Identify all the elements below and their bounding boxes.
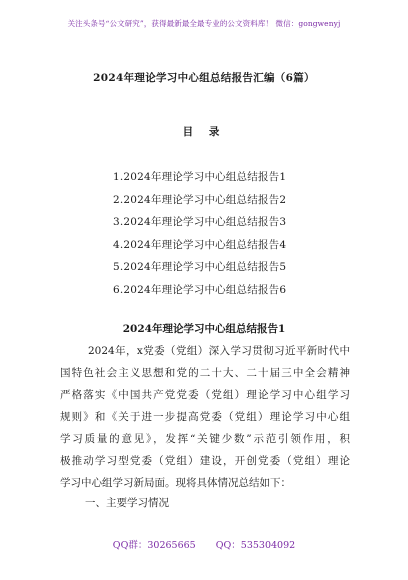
subheading: 一、主要学习情况	[85, 497, 169, 509]
section-title: 2024年理论学习中心组总结报告1	[122, 323, 286, 335]
body-paragraph	[60, 340, 350, 494]
toc-item[interactable]: 2.2024年理论学习中心组总结报告2	[113, 193, 287, 206]
toc-heading: 目 录	[182, 126, 226, 138]
paragraph-line: 2024年，x党委（党组）深入学习贯彻习近平新时代中	[88, 345, 350, 357]
paragraph-line: 极推动学习型党委（党组）建设，开创党委（党组）理论	[60, 455, 350, 467]
document-title: 2024年理论学习中心组总结报告汇编（6篇）	[93, 72, 315, 84]
toc-item[interactable]: 6.2024年理论学习中心组总结报告6	[113, 283, 287, 296]
table-of-contents	[113, 168, 286, 304]
qq-text: QQ：535304092	[215, 540, 296, 551]
paragraph-line: 学习质量的意见》，发挥“关键少数”示范引领作用，积	[60, 433, 350, 445]
paragraph-line: 国特色社会主义思想和党的二十大、二十届三中全会精神	[60, 367, 350, 379]
toc-item[interactable]: 3.2024年理论学习中心组总结报告3	[113, 216, 287, 229]
toc-item[interactable]: 4.2024年理论学习中心组总结报告4	[113, 238, 287, 251]
qq-group-text: QQ群：30265665	[112, 540, 196, 551]
paragraph-line: 严格落实《中国共产党党委（党组）理论学习中心组学习	[60, 389, 350, 401]
toc-item[interactable]: 5.2024年理论学习中心组总结报告5	[113, 261, 287, 274]
paragraph-line: 学习中心组学习新局面。现将具体情况总结如下：	[60, 477, 291, 489]
paragraph-line: 规则》和《关于进一步提高党委（党组）理论学习中心组	[60, 411, 350, 423]
header-banner: 关注头条号“公文研究”，获得最新最全最专业的公文资料库！ 微信：gongwenyj	[67, 19, 341, 28]
toc-item[interactable]: 1.2024年理论学习中心组总结报告1	[113, 171, 287, 183]
footer	[0, 537, 408, 551]
